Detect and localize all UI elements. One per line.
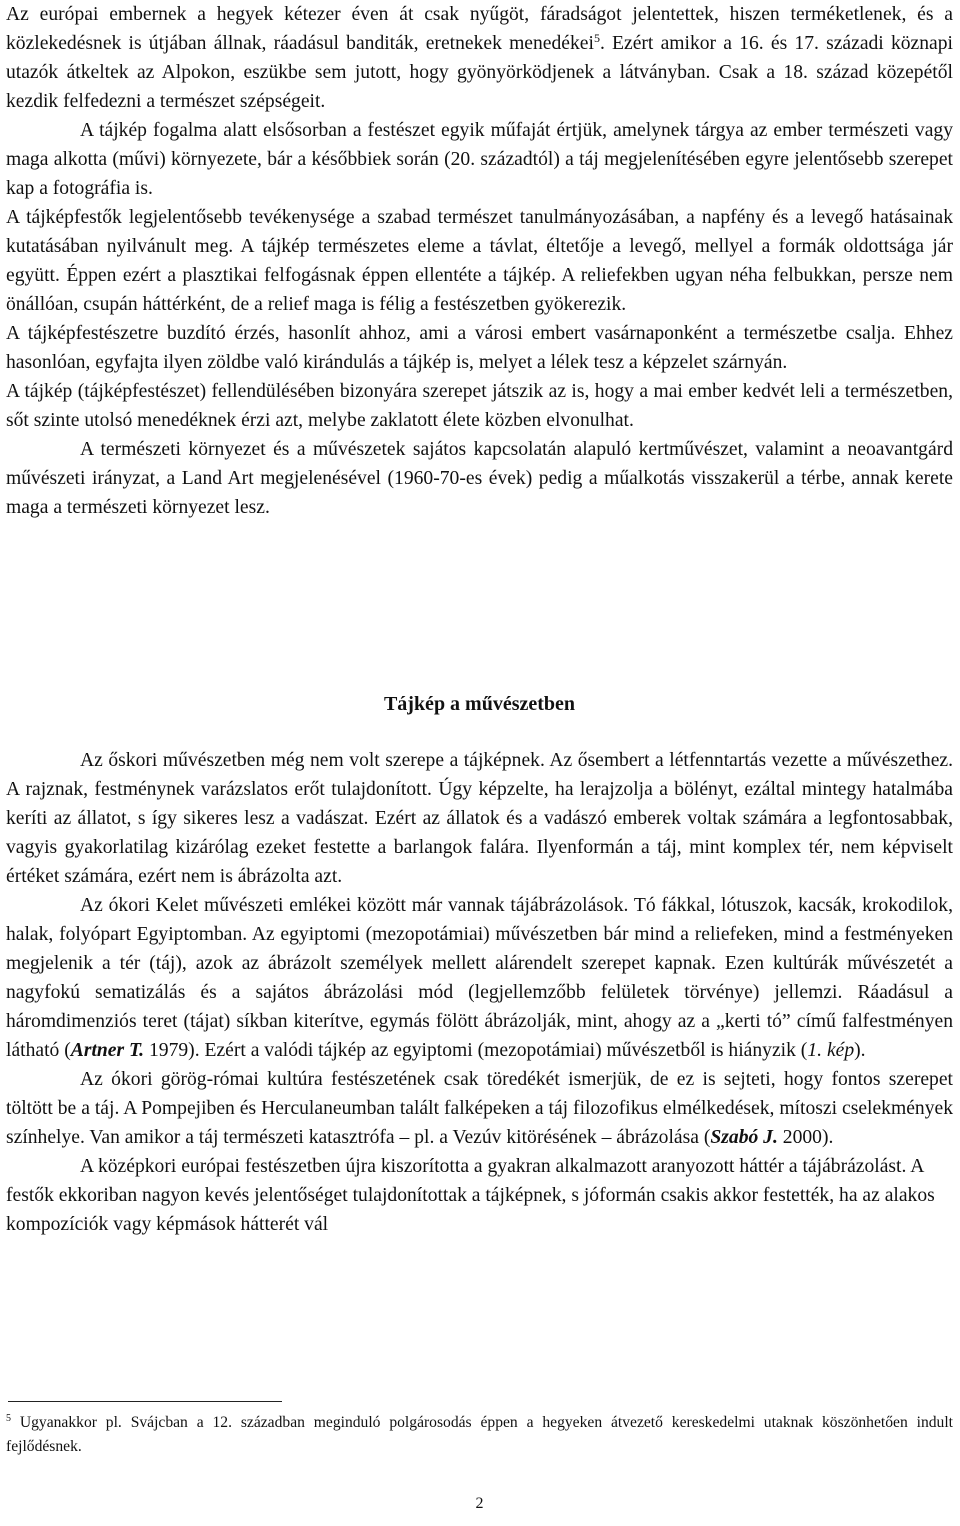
paragraph-tajkep-fogalma: A tájkép fogalma alatt elsősorban a festészet egyik műfaját értjük, amelynek tárgya az ember természeti vagy maga alkotta (művi) környezete, bár a későbbiek során (20. századtól) a táj megjelenítésében egyre jelentősebb szerepet kap a fotográfia is. [6,120,953,199]
paragraph-buzdito-erzes: A tájképfestészetre buzdító érzés, hasonlít ahhoz, ami a városi embert vasárnaponként a természetbe csalja. Ehhez hasonlóan, egyfajta ilyen zöldbe való kirándulás a tájkép is, melyet a lélek tesz a képzelet szárnyán. [6,323,953,373]
paragraph-fellendules: A tájkép (tájképfestészet) fellendülésében bizonyára szerepet játszik az is, hogy a mai ember kedvét leli a természetben, sőt szinte utolsó menedéknek érzi azt, melybe zaklatott élete közben elvonulhat. [6,381,953,431]
section-heading: Tájkép a művészetben [383,693,576,715]
paragraph-text: 1979). Ezért a valódi tájkép az egyiptomi (mezopotámiai) művészetből is hiányzik ( [144,1040,808,1061]
paragraph-tajkepfestok: A tájképfestők legjelentősebb tevékenysége a szabad természet tanulmányozásában, a napfény és a levegő hatásainak kutatásában nyilvánult meg. A tájkép természetes eleme a távlat, éltetője a levegő, mellyel a formák oldottsága jár együtt. Éppen ezért a plasztikai felfogásnak éppen ellentéte a tájkép. A reliefekben ugyan néha felbukkan, persze nem önállóan, csupán háttérként, de a relief maga is félig a festészetben gyökerezik. [6,207,953,315]
document-page [6,0,953,1526]
paragraph-text: 2000). [777,1127,834,1148]
paragraph-text: Az ókori Kelet művészeti emlékei között már vannak tájábrázolások. Tó fákkal, lótuszok, kacsák, krokodilok, halak, folyópart Egyiptomban. Az egyiptomi (mezopotámiai) művészetben bár mind a reliefeken, mind a festményeken megjelenik a tér (táj), azok az ábrázolt személyek mellett alárendelt szerepet kapnak. Ezen kultúrák művészetét a nagyfokú sematizálás és a sajátos ábrázolási mód (legjellemzőbb felületek törvénye) jellemzi. Ráadásul a háromdimenziós teret (tájat) síkban kiterítve, egymás fölött ábrázolják, mint, ahogy az a „kerti tó” című falfestményen látható ( [6,895,953,1061]
section-text-block [6,746,953,1239]
citation-author: Szabó J. [710,1127,778,1148]
paragraph-kozepkori: A középkori európai festészetben újra kiszorította a gyakran alkalmazott aranyozott háttér a tájábrázolást. A festők ekkoriban nagyon kevés jelentőséget tulajdonítottak a tájképnek, s jóformán csakis akkor festették, ha az alakos kompozíciók vagy képmások hátterét vál [6,1156,935,1235]
footnote-text: Ugyanakkor pl. Svájcban a 12. században meginduló polgárosodás éppen a hegyeken átvezető kereskedelmi utaknak köszönhetően indult fejlődésnek. [6,1414,953,1455]
footnote [6,1411,953,1459]
paragraph-hegyek [6,0,953,116]
paragraph-land-art: A természeti környezet és a művészetek sajátos kapcsolatán alapuló kertművészet, valamint a neoavantgárd művészeti irányzat, a Land Art megjelenésével (1960-70-es évek) pedig a műalkotás visszakerül a térbe, annak kerete maga a természeti környezet lesz. [6,439,953,518]
figure-reference: 1. kép [807,1040,855,1061]
paragraph-gorog-romai [6,1065,953,1152]
paragraph-text: ). [854,1040,866,1061]
intro-text-block [6,0,953,522]
footnote-divider [8,1401,282,1402]
page-number: 2 [475,1495,484,1512]
paragraph-okori-kelet [6,891,953,1065]
paragraph-text: Az európai embernek a hegyek kétezer éven át csak nyűgöt, fáradságot jelentettek, hiszen terméketlenek, és a közlekedésnek is útjában állnak, ráadásul banditák, eretnekek menedékei [6,4,953,54]
citation-author: Artner T. [70,1040,145,1061]
paragraph-text: . Ezért amikor a 16. és 17. századi köznapi utazók átkeltek az Alpokon, eszükbe sem jutott, hogy gyönyörködjenek a látványban. Csak a 18. század közepétől kezdik felfedezni a természet szépségeit. [6,33,953,112]
paragraph-text: Az ókori görög-római kultúra festészetének csak töredékét ismerjük, de ez is sejteti, hogy fontos szerepet töltött be a táj. A Pompejiben és Herculaneumban talált falképeken a táj filozofikus elmélkedések, mítoszi cselekmények színhelye. Van amikor a táj természeti katasztrófa – pl. a Vezúv kitörésének – ábrázolása ( [6,1069,953,1148]
footnote-reference[interactable]: 5 [593,31,600,45]
footnote-number: 5 [6,1413,11,1424]
paragraph-oskori: Az őskori művészetben még nem volt szerepe a tájképnek. Az ősembert a létfenntartás vezette a művészethez. A rajznak, festménynek varázslatos erőt tulajdonított. Úgy képzelte, ha lerajzolja a bölényt, ezáltal mintegy hatalmába keríti az állatot, s így sikeres lesz a vadászat. Ezért az állatok és a vadászó emberek voltak számára a legfontosabbak, vagyis gyakorlatilag kizárólag ezeket festette a barlangok falára. Ilyenformán a táj, mint komplex tér, nem képviselt értéket számára, ezért nem is ábrázolta azt. [6,750,953,887]
